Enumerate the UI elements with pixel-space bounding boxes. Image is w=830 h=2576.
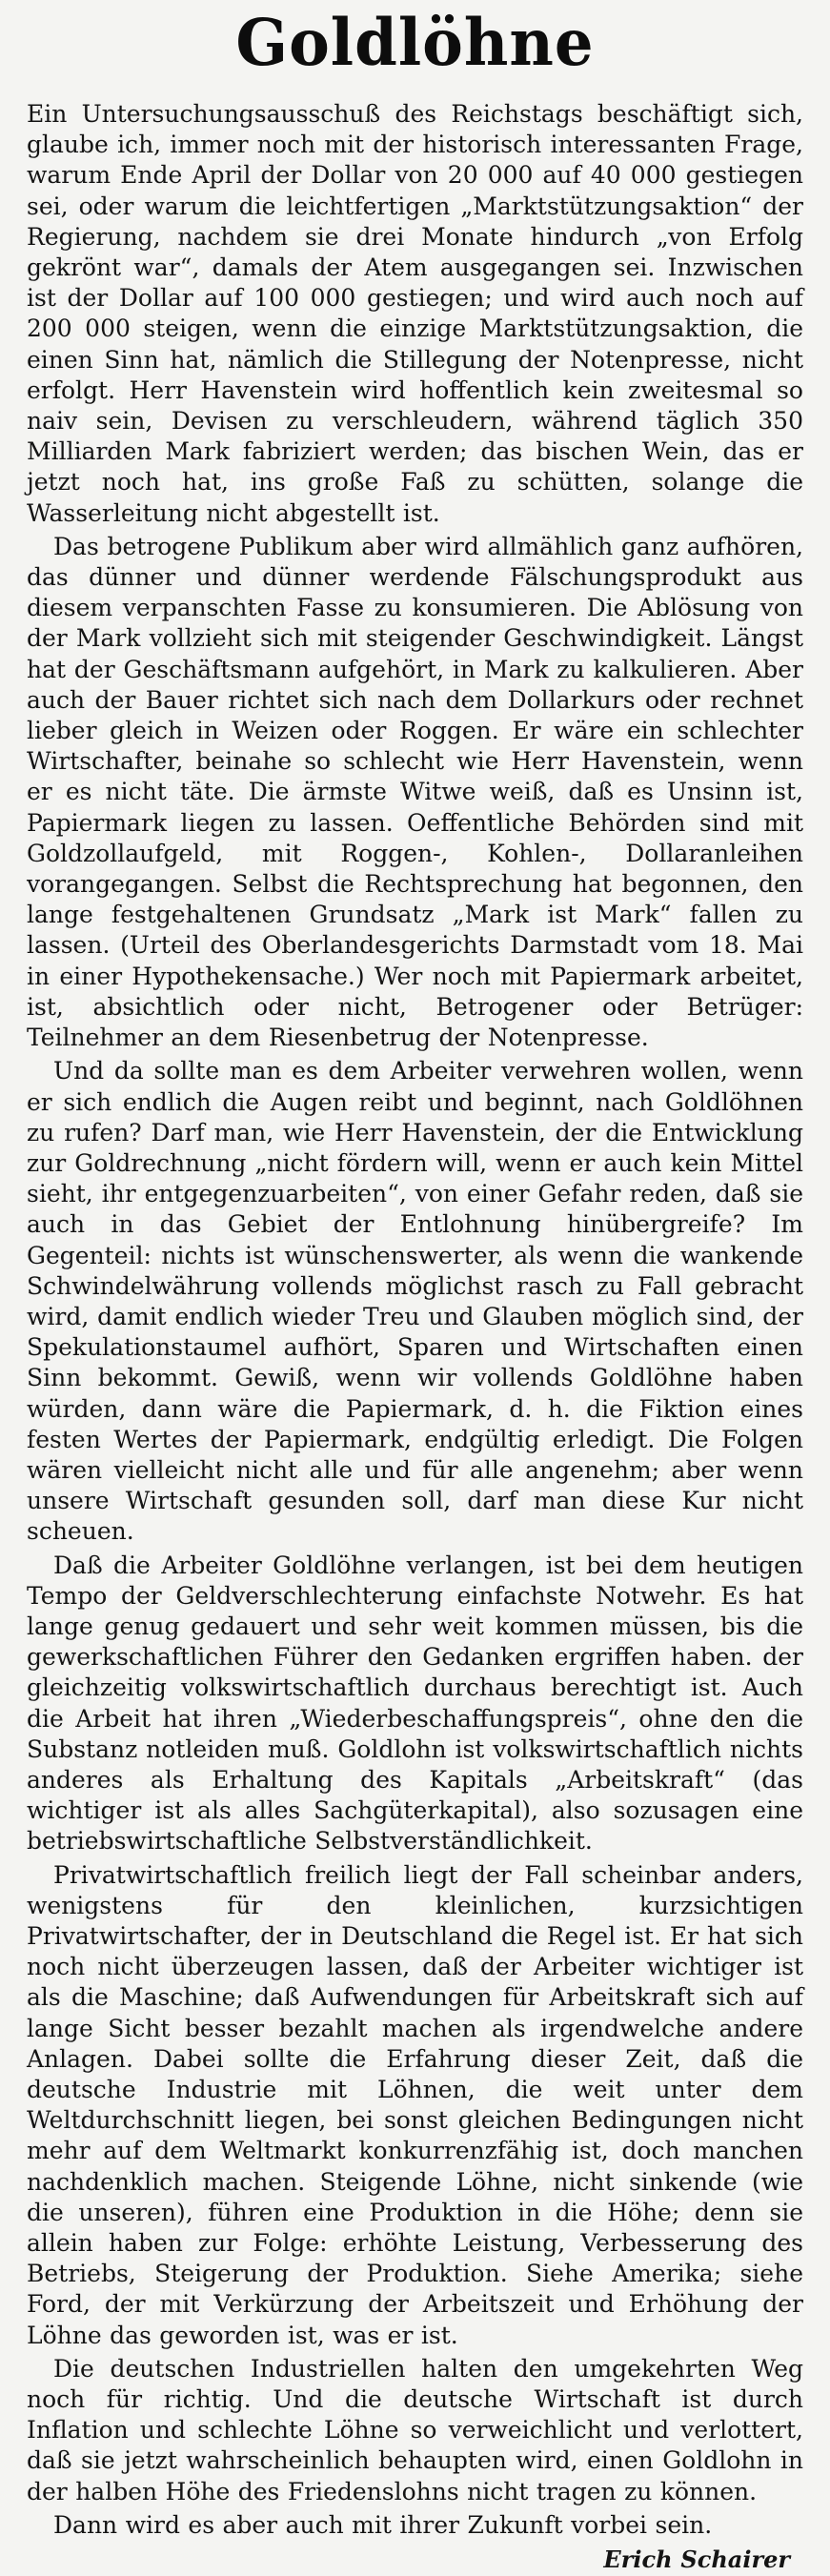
paragraph: Dann wird es aber auch mit ihrer Zukunft vorbei sein. (53, 2510, 713, 2539)
paragraph: Die deutschen Industriellen halten den umgekehrten Weg noch für richtig. Und die deutsche Wirtschaft ist durch Inflation und schlechte Löhne so verweichlicht und verlottert, daß sie jetzt wahrscheinlich behaupten wird, einen Goldlohn in der halben Höhe des Friedenslohns nicht tragen zu können. (27, 2354, 803, 2505)
paragraph: Privatwirtschaftlich freilich liegt der Fall scheinbar anders, wenigstens für den kleinlichen, kurzsichtigen Privatwirtschafter, der in Deutschland die Regel ist. Er hat sich noch nicht überzeugen lassen, daß der Arbeiter wichtiger ist als die Maschine; daß Aufwendungen für Arbeitskraft sich auf lange Sicht besser bezahlt machen als irgendwelche andere Anlagen. Dabei sollte die Erfahrung dieser Zeit, daß die deutsche Industrie mit Löhnen, die weit unter dem Weltdurchschnitt liegen, bei sonst gleichen Bedingungen nicht mehr auf dem Weltmarkt konkurrenzfähig ist, doch manchen nachdenklich machen. Steigende Löhne, nicht sinkende (wie die unseren), führen eine Produktion in die Höhe; denn sie allein haben zur Folge: erhöhte Leistung, Verbesserung des Betriebs, Steigerung der Produktion. Siehe Amerika; siehe Ford, der mit Verkürzung der Arbeitszeit und Erhöhung der Löhne das geworden ist, was er ist. (27, 1860, 803, 2349)
paragraph: Und da sollte man es dem Arbeiter verwehren wollen, wenn er sich endlich die Augen reibt und beginnt, nach Goldlöhnen zu rufen? Darf man, wie Herr Havenstein, der die Entwicklung zur Goldrechnung „nicht fördern will, wenn er auch kein Mittel sieht, ihr entgegenzuarbeiten“, von einer Gefahr reden, daß sie auch in das Gebiet der Entlohnung hinübergreife? Im Gegenteil: nichts ist wünschenswerter, als wenn die wankende Schwindelwährung vollends möglichst rasch zu Fall gebracht wird, damit endlich wieder Treu und Glauben möglich sind, der Spekulationstaumel aufhört, Sparen und Wirtschaften einen Sinn bekommt. Gewiß, wenn wir vollends Goldlöhne haben würden, dann wäre die Papiermark, d. h. die Fiktion eines festen Wertes der Papiermark, endgültig erledigt. Die Folgen wären vielleicht nicht alle und für alle angenehm; aber wenn unsere Wirtschaft gesunden soll, darf man diese Kur nicht scheuen. (27, 1057, 803, 1546)
paragraph: Ein Untersuchungsausschuß des Reichstags beschäftigt sich, glaube ich, immer noch mit der historisch interessanten Frage, warum Ende April der Dollar von 20 000 auf 40 000 gestiegen sei, oder warum die leichtfertigen „Marktstützungsaktion“ der Regierung, nachdem sie drei Monate hindurch „von Erfolg gekrönt war“, damals der Atem ausgegangen sei. Inzwischen ist der Dollar auf 100 000 gestiegen; und wird auch noch auf 200 000 steigen, wenn die einzige Marktstützungsaktion, die einen Sinn hat, nämlich die Stillegung der Notenpresse, nicht erfolgt. Herr Havenstein wird hoffentlich kein zweitesmal so naiv sein, Devisen zu verschleudern, während täglich 350 Milliarden Mark fabriziert werden; das bischen Wein, das er jetzt noch hat, ins große Faß zu schütten, solange die Wasserleitung nicht abgestellt ist. (27, 100, 803, 527)
author-signature: Erich Schairer (603, 2546, 790, 2574)
paragraph: Das betrogene Publikum aber wird allmählich ganz aufhören, das dünner und dünner werdende Fälschungsprodukt aus diesem verpanschten Fasse zu konsumieren. Die Ablösung von der Mark vollzieht sich mit steigender Geschwindigkeit. Längst hat der Geschäftsmann aufgehört, in Mark zu kalkulieren. Aber auch der Bauer richtet sich nach dem Dollarkurs oder rechnet lieber gleich in Weizen oder Roggen. Er wäre ein schlechter Wirtschafter, beinahe so schlecht wie Herr Havenstein, wenn er es nicht täte. Die ärmste Witwe weiß, daß es Unsinn ist, Papiermark liegen zu lassen. Oeffentliche Behörden sind mit Goldzollaufgeld, mit Roggen-, Kohlen-, Dollaranleihen vorangegangen. Selbst die Rechtsprechung hat begonnen, den lange festgehaltenen Grundsatz „Mark ist Mark“ fallen zu lassen. (Urteil des Oberlandesgerichts Darmstadt vom 18. Mai in einer Hypothekensache.) Wer noch mit Papiermark arbeitet, ist, absichtlich oder nicht, Betrogener oder Betrüger: Teilnehmer an dem Riesenbetrug der Notenpresse. (27, 532, 803, 1052)
article-body (27, 99, 803, 2576)
paragraph: Daß die Arbeiter Goldlöhne verlangen, ist bei dem heutigen Tempo der Geldverschlechterung einfachste Notwehr. Es hat lange genug gedauert und sehr weit kommen müssen, bis die gewerkschaftlichen Führer den Gedanken ergriffen haben. der gleichzeitig volkswirtschaftlich durchaus berechtigt ist. Auch die Arbeit hat ihren „Wiederbeschaffungspreis“, ohne den die Substanz notleiden muß. Goldlohn ist volkswirtschaftlich nichts anderes als Erhaltung des Kapitals „Arbeitskraft“ (das wichtiger ist als alles Sachgüterkapital), also sozusagen eine betriebswirtschaftliche Selbstverständlichkeit. (27, 1551, 803, 1856)
article-title: Goldlöhne (235, 6, 595, 81)
